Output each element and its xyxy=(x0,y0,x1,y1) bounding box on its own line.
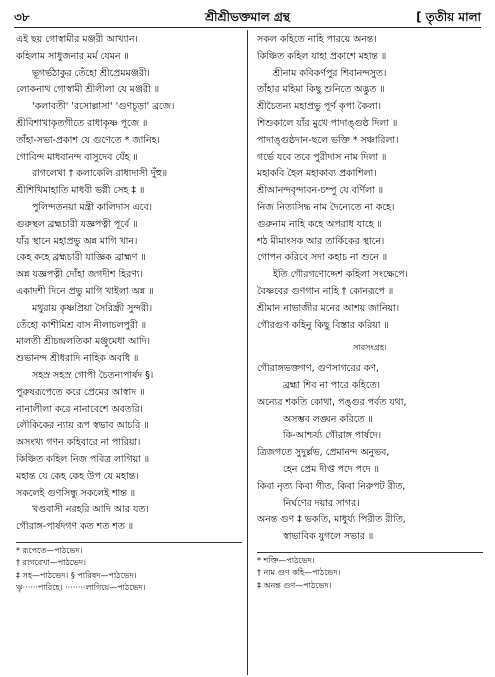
footnote: † নাম গুণ কহি—পাঠভেদ। xyxy=(257,568,341,578)
verse-line: যাঁর স্থানে মহাপ্রভু অন্ন মাগি খান। xyxy=(16,235,138,247)
summary-verse-line: অসম্ভব লঙ্ঘন করিতে ॥ xyxy=(283,413,373,425)
page-header xyxy=(14,6,481,26)
page-title: শ্রীশ্রীভক্তমাল গ্রন্থ xyxy=(205,10,290,24)
verse-line: কিঞ্চিত কহিল নিজ পবিত্র লাগিয়া ॥ xyxy=(16,453,150,465)
verse-line: ইতি গৌরগণোদ্দেশ কহিলা সংক্ষেপে। xyxy=(273,269,408,281)
verse-line: বৈষ্ণবের গুণগান নাহি † কোনরূপে ॥ xyxy=(257,285,394,297)
verse-line: কহিলাম সাধুজনার মর্ম যেমন ॥ xyxy=(16,50,129,62)
verse-line: গর্ভে যবে তবে পুরীদাস নাম দিলা ॥ xyxy=(257,151,387,163)
verse-line: লৌকিকের ন্যায় রূপ স্বভাব আচরি ॥ xyxy=(16,420,149,432)
verse-line: শ্রীচৈতন্য মহাপ্রভু পূর্ণ কৃপা কৈলা। xyxy=(257,101,381,113)
header-rule xyxy=(14,27,481,28)
footnote: ৠ······পারিহে। ········লাগিয়ে—পাঠভেদ। xyxy=(16,583,146,593)
verse-line: অসংখ্য গণন কহিবারে না পারিয়া। xyxy=(16,437,141,449)
left-footnotes xyxy=(16,545,242,595)
verse-line: লোকনাথ গোস্বামী শ্রীলীলা যে মঞ্জরী ॥ xyxy=(16,84,160,96)
verse-line: রাগলেখা † কলাকেলি রাধাদাসী দুঁহু॥ xyxy=(32,168,168,180)
verse-line: তাঁহার মহিমা কিছু শুনিতে অদ্ভুত ॥ xyxy=(257,84,385,96)
verse-line: শিশুকালে যাঁর মুখে পাদাঙ্গুষ্ঠ দিলা ॥ xyxy=(257,117,398,129)
verse-line: কিঞ্চিত কহিল যাহা প্রকাশে মহান্ত ॥ xyxy=(257,50,387,62)
summary-verse-line: স্বাভাবিক যুগলে সভার ॥ xyxy=(283,531,374,543)
verse-line: শঠ মীমাংসক আর তার্কিকের স্থানে। xyxy=(257,235,385,247)
chapter-label: [ তৃতীয় মালা xyxy=(416,10,481,24)
footnote: * শক্তি—পাঠভেদ। xyxy=(257,555,315,565)
verse-line: মহাকবি হৈল মহাকাব্য প্রকাশিলা। xyxy=(257,168,377,180)
verse-line: খণ্ডবাসী নরহরি আদি আর যত। xyxy=(32,504,149,516)
summary-verse-line: ত্রিজগতে সুদুর্ল্লভ, প্রেমানন্দ অনুভব, xyxy=(257,447,390,459)
verse-line: পুরুষরূপেতে করে প্রেমের আস্বাদ ॥ xyxy=(16,386,145,398)
summary-verse-line: গৌরাঙ্গভক্তগণ, গুণসাগরের কণ, xyxy=(257,363,379,375)
verse-line: ভূগর্ভঠাকুর তেঁহো শ্রীপ্রেমমঞ্জরী। xyxy=(32,67,150,79)
page-number: ৩৮ xyxy=(14,10,30,24)
summary-verse-line: অনন্ত গুণ ‡ ভকতি, মাধুর্য্য পিরীত রীতি, xyxy=(257,514,406,526)
verse-line: নানালীলা করে নানাবেশে অবতরি। xyxy=(16,403,143,415)
verse-line: 'কলাবতী' 'রসোল্লাসা' 'গুণচূড়া' ব্রজে। xyxy=(32,101,175,113)
footnote: † রাগরেখা—পাঠভেদ। xyxy=(16,558,86,568)
verse-line: শ্রীমান নাভাজীর মনের আশয় জানিয়া। xyxy=(257,302,400,314)
verse-line: এই ছয় গোস্বামীর মঞ্জরী আখ্যান। xyxy=(16,34,138,45)
verse-line: তাঁহা-সভা-প্রকাশ যে গুণেতে * জানিহ। xyxy=(16,134,160,146)
footnote: ‡ অনন্ত গুণ—পাঠভেদ। xyxy=(257,580,332,590)
verse-line: সকল কহিতে নাহি পারয়ে অনন্ত। xyxy=(257,34,377,45)
summary-verse-line: কিবা নৃত্য কিবা গীত, কিবা নিরুপট রীত, xyxy=(257,480,406,492)
footnote: ‡ সহ—পাঠভেদ। § পারিষদ—পাঠভেদ। xyxy=(16,570,137,580)
left-verse-block xyxy=(16,32,242,536)
verse-line: তেঁহো কাশীমিশ্র বাস নীলাচলপুরী ॥ xyxy=(16,319,147,331)
verse-line: গোপন করিবে সদা কহাচ না শুনে ॥ xyxy=(257,252,388,264)
summary-verse-line: নির্ঘণের দয়ার সাগর। xyxy=(283,497,360,509)
verse-line: কেহ কহে ব্রহ্মচারী যাজ্ঞিক ব্রাহ্মণ ॥ xyxy=(16,252,146,264)
verse-line: সহস্র সহস্র গোপী চৈতন্যপার্ষদ §। xyxy=(32,369,154,381)
verse-line: পুলিন্দতনয়া মন্ত্রী কালিদাস এবে। xyxy=(32,201,153,213)
verse-line: গুরুস্থল ব্রহ্মচারী যজ্ঞপত্নী পূর্বে ॥ xyxy=(16,218,138,230)
verse-line: শ্রীআনন্দবৃন্দাবন-চম্পু যে বর্ণিলা ॥ xyxy=(257,185,384,197)
column-divider xyxy=(247,30,248,675)
summary-verse-line: কি-আশ্চর্য্য গৌরাঙ্গ পার্ষদে। xyxy=(283,430,382,442)
verse-line: মথুরায় কৃষ্ণপ্রিয়া সৈরিন্ধ্রী সুন্দরী। xyxy=(32,302,153,314)
verse-line: সকলেই গুণসিন্ধু সকলেই শান্ত ॥ xyxy=(16,487,135,499)
verse-line: গোবিন্দ মাধবানন্দ বাসুদেব যেঁহ ॥ xyxy=(16,151,138,163)
verse-line: শুভানন্দ শ্রীধরাদি নাহিক অবধি ॥ xyxy=(16,353,139,365)
left-column xyxy=(16,32,242,595)
verse-line: শ্রীবিশাখাকৃতগীতে রাধাকৃষ্ণ পূজে ॥ xyxy=(16,117,148,129)
right-footnotes xyxy=(257,555,483,593)
verse-line: মালতী শ্রীচন্দ্রলতিকা মঞ্জুমেধা আদি। xyxy=(16,336,150,348)
right-verse-block xyxy=(257,32,483,334)
verse-line: গৌরগুণ কহিনু কিছু বিস্তার করিয়া ॥ xyxy=(257,319,389,331)
verse-line: শ্রীনাম কবিকর্ণপুর শিবানন্দসুত। xyxy=(273,67,387,79)
verse-line: নিজ নিত্যসিদ্ধ নাম দৈন্যেতে না কহে। xyxy=(257,201,395,213)
right-column xyxy=(257,32,483,592)
verse-line: মহান্ত যে কেহ কেহ উপ যে মহান্ত। xyxy=(16,470,139,482)
verse-line: একাদশী দিনে প্রভু মাগি খাইলা অন্ন ॥ xyxy=(16,285,154,297)
verse-line: শ্রীশিখিমাহাতি মাধবী ভগ্নী সেহ ‡ ॥ xyxy=(16,185,145,197)
verse-line: গৌরাঙ্গ-পার্ষদগণ কত শত শত ॥ xyxy=(16,521,134,533)
summary-verse-block xyxy=(257,361,483,546)
verse-line: অন্ন যজ্ঞপত্নী দোঁহা জগদীশ হিরণ্য। xyxy=(16,269,143,281)
summary-verse-line: অন্যের শকতি কোথা, পঙ্গুর পর্বত যথা, xyxy=(257,396,407,408)
summary-verse-line: ব্রহ্মা শিব না পারে কহিতে। xyxy=(283,379,381,391)
verse-line: পাদাঙ্গুষ্ঠদান-ছলে ভক্তি * সঞ্চারিলা। xyxy=(257,134,399,146)
verse-line: গুরুনাম নাহি কহে অপরাধ যাহে ॥ xyxy=(257,218,382,230)
summary-verse-line: হেন প্রেম দীপ্ত পদে পদে ॥ xyxy=(283,463,379,475)
footnote: * রূপেতে—পাঠভেদ। xyxy=(16,545,83,555)
section-heading: সারসংগ্রহ। xyxy=(353,343,387,353)
